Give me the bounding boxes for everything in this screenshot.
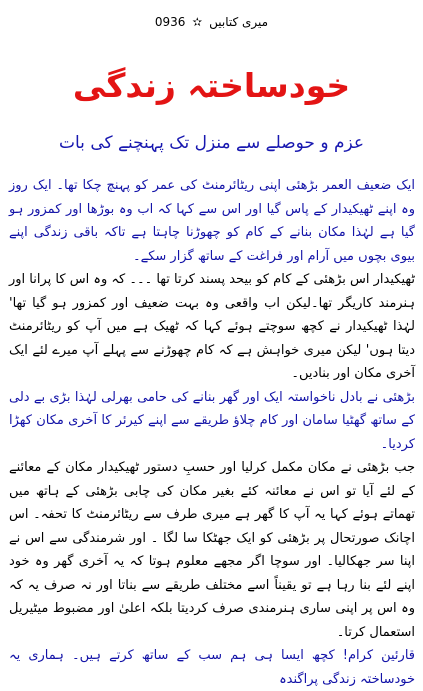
article-body xyxy=(9,174,415,691)
paragraph-1: ایک ضعیف العمر بڑھئی اپنی ریٹائرمنٹ کی عمر کو پہنچ چکا تھا۔ ایک روز وہ اپنے ٹھیکیدار کے پاس گیا اور اس سے کہا کہ اب وہ بوڑھا اور کمزور ہو گیا ہے لہٰذا مکان بنانے کے کام کو چھوڑنا چاہتا ہے تاکہ باقی زندگی اپنے بیوی بچوں میں آرام اور فراغت کے ساتھ گزار سکے۔ xyxy=(9,178,415,264)
series-header xyxy=(0,15,423,29)
series-number: 0936 xyxy=(154,15,186,29)
paragraph-4: جب بڑھئی نے مکان مکمل کرلیا اور حسبِ دستور ٹھیکیدار مکان کے معائنے کے لئے آیا تو اس نے معائنہ کئے بغیر مکان کی چابی بڑھئی کے ہاتھ میں تھماتے ہوئے کہا یہ آپ کا گھر ہے میری طرف سے ریٹائرمنٹ کا تحفہ۔ اس اچانک صورتحال پر بڑھئی کو ایک جھٹکا سا لگا ۔ اور شرمندگی سے اس نے اپنا سر جھکالیا۔ اور سوچا اگر مجھے معلوم ہوتا کہ یہ آخری گھر وہ خود اپنے لئے بنا رہا ہے تو یقیناً اسے مختلف طریقے سے بناتا اور نہ صرف یہ کہ وہ اس پر اپنی ساری ہنرمندی صرف کردیتا بلکہ اعلیٰ اور مضبوط میٹیریل استعمال کرتا۔ xyxy=(9,460,415,640)
page-title: خودساختہ زندگی xyxy=(72,66,351,105)
paragraph-5: قارئین کرام! کچھ ایسا ہی ہم سب کے ساتھ کرتے ہیں۔ ہماری یہ خودساختہ زندگی پراگندہ xyxy=(9,648,415,687)
series-label: میری کتابیں xyxy=(209,15,269,29)
star-icon: ✫ xyxy=(192,15,203,29)
paragraph-3: بڑھئی نے بادل ناخواستہ ایک اور گھر بنانے کی حامی بھرلی لہٰذا بڑی بے دلی کے ساتھ گھٹیا سامان اور کام چلاؤ طریقے سے اپنے کیرئر کا آخری مکان کھڑا کردیا۔ xyxy=(9,389,415,452)
page-subtitle: عزم و حوصلے سے منزل تک پہنچنے کی بات xyxy=(59,133,364,153)
paragraph-2: ٹھیکیدار اس بڑھئی کے کام کو بیحد پسند کرتا تھا ۔۔۔ کہ وہ اس کا پرانا اور ہنرمند کاریگر تھا۔لیکن اب واقعی وہ بہت ضعیف اور کمزور ہو گیا تھا' لہٰذا ٹھیکیدار نے کچھ سوچتے ہوئے کہا کہ ٹھیک ہے میں آپ کو ریٹائرمنٹ دیتا ہوں' لیکن میری خواہش ہے کہ کام چھوڑنے سے پہلے آپ میرے لئے ایک آخری مکان اور بنادیں۔ xyxy=(9,272,415,381)
